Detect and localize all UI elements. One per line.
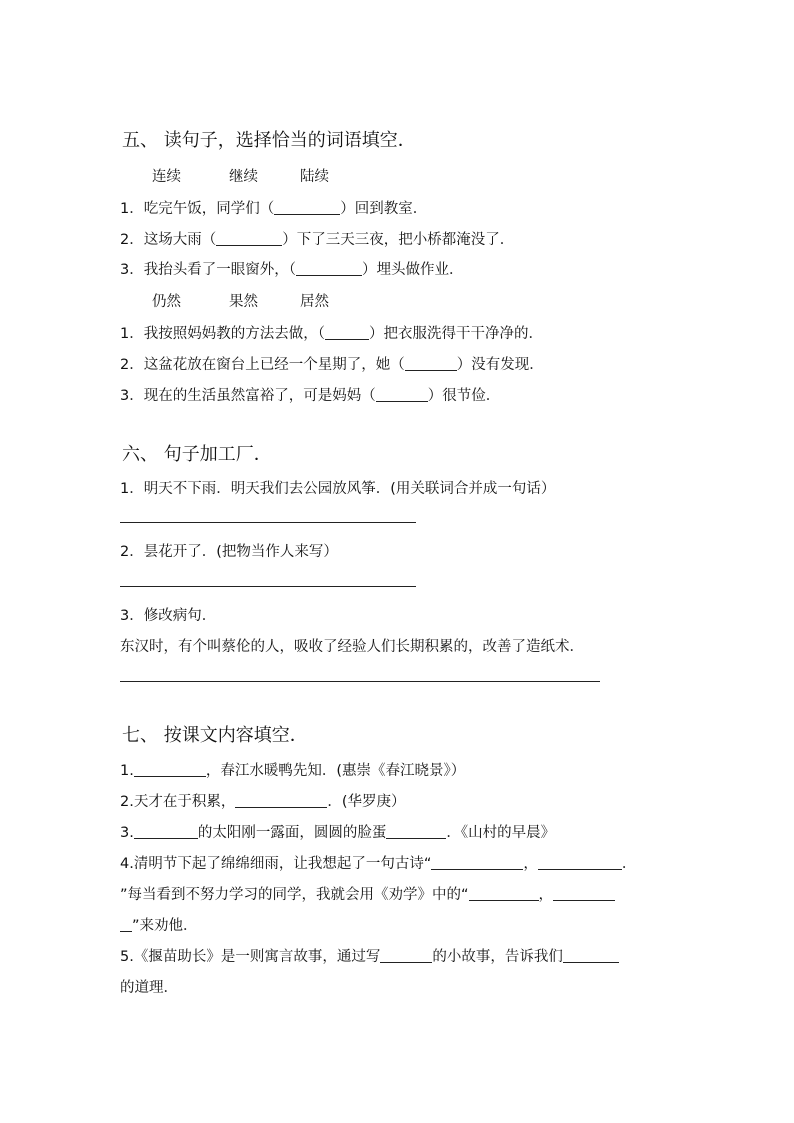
s5-q1: 1．吃完午饭，同学们（ ）回到教室． — [120, 201, 428, 217]
blank[interactable] — [380, 948, 432, 963]
answer-line[interactable] — [120, 586, 416, 587]
word-choice: 仍然 — [152, 294, 181, 310]
word-choice: 连续 — [152, 169, 181, 185]
word-choices-1 — [152, 165, 329, 186]
s7-q1: 1. ，春江水暖鸭先知．(惠崇《春江晓景》） — [120, 763, 466, 779]
s6-q3-sentence: 东汉时，有个叫蔡伦的人，吸收了经验人们长期积累的，改善了造纸术． — [120, 639, 584, 655]
word-choice: 陆续 — [300, 169, 329, 185]
s6-q3: 3．修改病句． — [120, 608, 217, 624]
s6-q2: 2．昙花开了．(把物当作人来写） — [120, 544, 338, 560]
s7-q4-end: ”来劝他． — [120, 914, 198, 935]
blank[interactable] — [405, 356, 457, 371]
answer-line[interactable] — [120, 681, 600, 682]
s7-q5: 5.《揠苗助长》是一则寓言故事，通过写 的小故事，告诉我们 — [120, 945, 619, 966]
s5-q5: 2．这盆花放在窗台上已经一个星期了，她（ ）没有发现． — [120, 357, 544, 373]
s6-q1: 1．明天不下雨．明天我们去公园放风筝．(用关联词合并成一句话） — [120, 481, 556, 497]
s5-q3: 3．我抬头看了一眼窗外，（ ）埋头做作业． — [120, 262, 464, 278]
blank[interactable] — [134, 762, 206, 777]
s7-q4: 4.清明节下起了绵绵细雨，让我想起了一句古诗“ ， ． — [120, 856, 637, 872]
s7-q5-end: 的道理． — [120, 980, 178, 996]
s5-q4: 1．我按照妈妈教的方法去做，（ ）把衣服洗得干干净净的． — [120, 326, 543, 342]
section5-heading: 五、 读句子，选择恰当的词语填空． — [122, 130, 416, 151]
blank[interactable] — [376, 387, 428, 402]
blank[interactable] — [386, 824, 446, 839]
blank[interactable] — [235, 793, 327, 808]
word-choices-2 — [152, 290, 329, 311]
blank[interactable] — [325, 325, 369, 340]
blank[interactable] — [431, 855, 523, 870]
word-choice: 继续 — [229, 169, 258, 185]
blank[interactable] — [553, 886, 615, 901]
blank[interactable] — [296, 261, 362, 276]
section6-heading: 六、 句子加工厂． — [122, 444, 272, 465]
blank[interactable] — [469, 886, 539, 901]
section7-heading: 七、 按课文内容填空． — [122, 725, 308, 746]
s7-q2: 2.天才在于积累， ．(华罗庚） — [120, 794, 406, 810]
blank[interactable] — [563, 948, 619, 963]
s5-q2: 2．这场大雨（ ）下了三天三夜，把小桥都淹没了． — [120, 232, 515, 248]
blank[interactable] — [120, 917, 132, 932]
s5-q6: 3．现在的生活虽然富裕了，可是妈妈（ ）很节俭． — [120, 388, 501, 404]
blank[interactable] — [274, 200, 340, 215]
blank[interactable] — [134, 824, 198, 839]
s7-q3: 3. 的太阳刚一露面，圆圆的脸蛋 ．《山村的早晨》 — [120, 825, 556, 841]
answer-line[interactable] — [120, 522, 416, 523]
word-choice: 果然 — [229, 294, 258, 310]
blank[interactable] — [216, 231, 282, 246]
s7-q4-cont: ”每当看到不努力学习的同学，我就会用《劝学》中的“ ， — [120, 883, 615, 904]
blank[interactable] — [538, 855, 622, 870]
word-choice: 居然 — [300, 294, 329, 310]
